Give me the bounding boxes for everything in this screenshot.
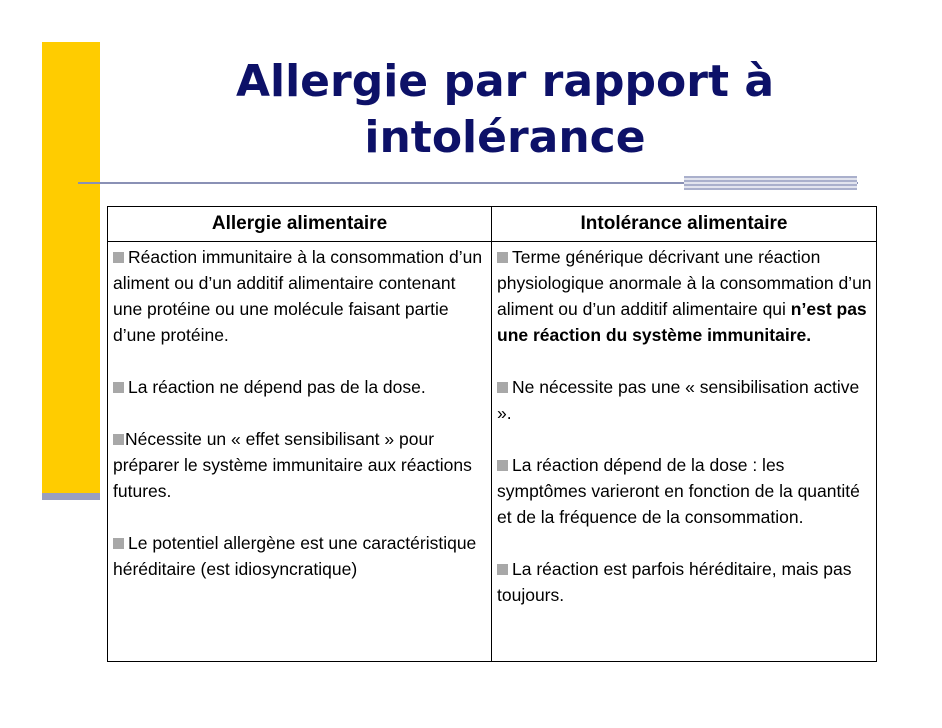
allergy-cell [108, 242, 492, 661]
square-bullet-icon [497, 252, 508, 263]
accent-bar [42, 42, 100, 497]
square-bullet-icon [497, 564, 508, 575]
intolerance-item-text: La réaction est parfois héréditaire, mais pas toujours. [497, 559, 852, 605]
list-item [113, 374, 487, 400]
accent-bar-shadow [42, 493, 100, 500]
header-intolerance: Intolérance alimentaire [580, 213, 788, 234]
intolerance-cell [492, 242, 876, 661]
allergy-item-text: La réaction ne dépend pas de la dose. [128, 377, 426, 397]
allergy-item-text: Nécessite un « effet sensibilisant » pour préparer le système immunitaire aux réactions futures. [113, 429, 472, 501]
square-bullet-icon [113, 252, 124, 263]
square-bullet-icon [497, 382, 508, 393]
header-allergy: Allergie alimentaire [108, 207, 492, 241]
list-item [497, 556, 872, 608]
list-item [497, 452, 872, 530]
list-item [113, 530, 487, 582]
table-body-row [108, 242, 876, 661]
square-bullet-icon [113, 538, 124, 549]
list-item [497, 374, 872, 426]
allergy-item-text: Le potentiel allergène est une caractéristique héréditaire (est idiosyncratique) [113, 533, 477, 579]
table-header-row [108, 207, 876, 242]
intolerance-item-emphasis: n’est pas une réaction du système immunitaire. [497, 299, 867, 345]
square-bullet-icon [113, 382, 124, 393]
list-item [497, 244, 872, 348]
list-item [113, 244, 487, 348]
intolerance-item-text: Ne nécessite pas une « sensibilisation active ». [497, 377, 860, 423]
intolerance-item-text: La réaction dépend de la dose : les symptômes varieront en fonction de la quantité et de la fréquence de la consommation. [497, 455, 860, 527]
comparison-table [107, 206, 877, 662]
square-bullet-icon [113, 434, 124, 445]
divider-accent [684, 176, 857, 190]
allergy-item-text: Réaction immunitaire à la consommation d’un aliment ou d’un additif alimentaire contenant une protéine ou une molécule faisant partie d’une protéine. [113, 247, 483, 345]
list-item [113, 426, 487, 504]
square-bullet-icon [497, 460, 508, 471]
intolerance-item-text: Terme générique décrivant une réaction physiologique anormale à la consommation d’un aliment ou d’un additif alimentaire qui [497, 247, 872, 319]
slide-title: Allergie par rapport à intolérance [235, 56, 775, 163]
